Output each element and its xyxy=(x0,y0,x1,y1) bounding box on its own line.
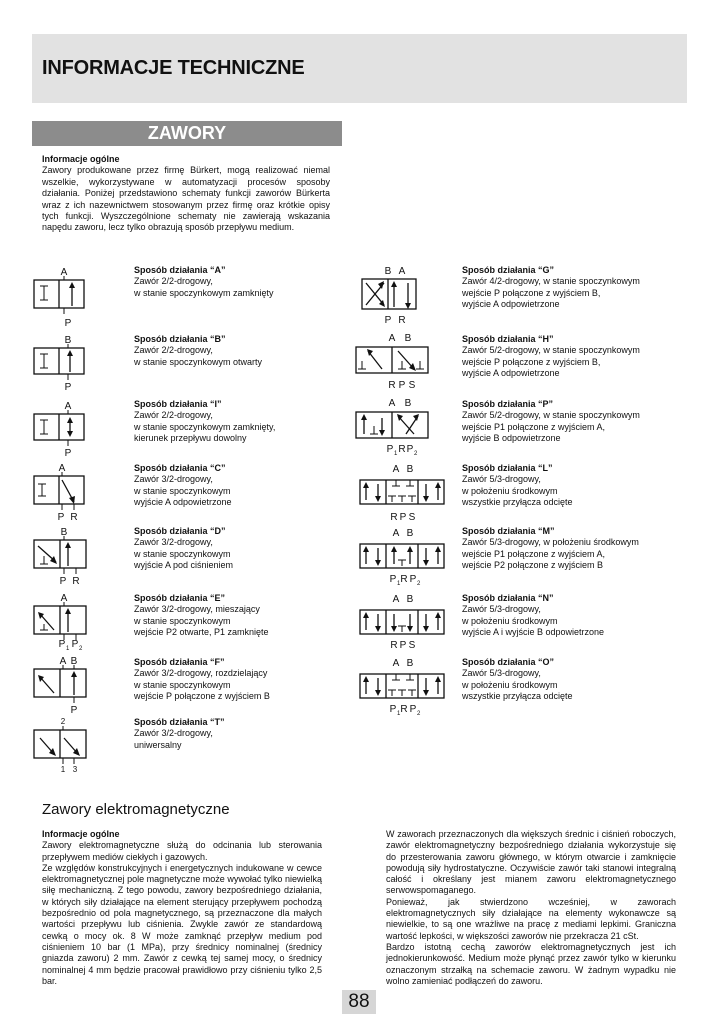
valve-symbol-h xyxy=(352,331,436,391)
svg-text:1: 1 xyxy=(394,451,398,457)
svg-text:S: S xyxy=(408,640,416,651)
function-line: Zawór 5/3-drogowy, xyxy=(462,668,541,679)
function-line: wyjście B odpowietrzone xyxy=(462,433,561,444)
svg-text:B: B xyxy=(70,656,78,667)
svg-text:R: R xyxy=(72,576,80,587)
svg-text:2: 2 xyxy=(417,711,421,717)
svg-text:A: A xyxy=(388,398,396,409)
svg-text:A: A xyxy=(398,266,406,277)
function-line: wejście P1 połączone z wyjściem A, xyxy=(462,421,606,432)
svg-text:P: P xyxy=(406,444,414,455)
function-line: Zawór 3/2-drogowy, xyxy=(134,474,213,485)
function-e xyxy=(134,593,364,639)
function-p xyxy=(462,399,692,445)
function-line: wejście P połączone z wyjściem B, xyxy=(462,287,601,298)
svg-text:B: B xyxy=(406,464,414,475)
function-line: Zawór 4/2-drogowy, w stanie spoczynkowym xyxy=(462,276,640,287)
function-line: wyjście A odpowietrzone xyxy=(462,368,560,379)
function-c xyxy=(134,463,364,509)
paragraph: Ze względów konstrukcyjnych i energetycznych indukowane w cewce elektromagnetycznej pole magnetyczne może wywołać tylko niewielką siłę mechaniczną. Z tego powodu, zawory bezpośredniego działania, w których siły działające na element sterujący przepływem pochodzą bezpośrednio od pola magnetycznego, są przeznaczone dla małych wartości przepływu lub ciśnienia. Zwykle zawór ze standardową cewką o mocy ok. 8 W może zamknąć przepływ medium pod ciśnieniem 10 bar (1 MPa), przy średnicy nominalnej (średnicy gniazda zaworu) 2 mm. Zawór z cewką tej samej mocy, o średnicy nominalnej 4 mm będzie pracował prawidłowo przy ciśnieniu tylko 2,5 bar. xyxy=(42,862,322,986)
svg-text:B: B xyxy=(384,266,392,277)
function-line: wszystkie przyłącza odcięte xyxy=(462,497,573,508)
valve-symbol-m xyxy=(356,526,452,588)
valve-symbol-b xyxy=(30,334,90,392)
function-line: w stanie spoczynkowym zamknięty, xyxy=(134,421,276,432)
svg-text:2: 2 xyxy=(79,646,83,652)
svg-text:3: 3 xyxy=(72,765,78,774)
function-line: w stanie spoczynkowym xyxy=(134,485,231,496)
svg-text:A: A xyxy=(388,333,396,344)
svg-text:B: B xyxy=(60,527,68,538)
function-line: Zawór 2/2-drogowy, xyxy=(134,276,213,287)
function-line: w stanie spoczynkowym xyxy=(134,615,231,626)
function-line: wejście P połączone z wyjściem B xyxy=(134,691,270,702)
valve-symbol-i xyxy=(30,400,90,458)
svg-text:2: 2 xyxy=(60,717,66,726)
page-number: 88 xyxy=(342,990,376,1014)
function-title: Sposób działania “M” xyxy=(462,526,555,536)
svg-text:R: R xyxy=(390,640,398,651)
svg-text:P: P xyxy=(399,512,407,523)
svg-text:P: P xyxy=(64,382,72,393)
function-line: Zawór 5/3-drogowy, xyxy=(462,604,541,615)
svg-text:S: S xyxy=(408,512,416,523)
svg-text:A: A xyxy=(392,464,400,475)
function-line: Zawór 5/2-drogowy, w stanie spoczynkowym xyxy=(462,345,640,356)
svg-text:B: B xyxy=(406,658,414,669)
function-g xyxy=(462,265,692,311)
function-line: wyjście A i wyjście B odpowietrzone xyxy=(462,627,605,638)
function-line: Zawór 3/2-drogowy, xyxy=(134,728,213,739)
function-line: wejście P połączone z wyjściem B, xyxy=(462,356,601,367)
function-title: Sposób działania “O” xyxy=(462,657,555,667)
svg-text:A: A xyxy=(392,528,400,539)
svg-text:A: A xyxy=(392,658,400,669)
function-title: Sposób działania “D” xyxy=(134,526,226,536)
function-line: w położeniu środkowym xyxy=(462,679,558,690)
paragraph: W zaworach przeznaczonych dla większych średnic i ciśnień roboczych, zawór elektromagnetyczny bezpośredniego działania wykorzystuje się do przesterowania zaworu głównego, w którym otwarcie i zamknięcie powodują siły hydrostatyczne. Oczywiście zawór taki stanowi integralną całość i określany jest mianem zaworu elektromagnetycznego serwowspomaganego. xyxy=(386,829,676,896)
function-title: Sposób działania “C” xyxy=(134,463,226,473)
section-title: ZAWORY xyxy=(32,121,342,146)
svg-text:P: P xyxy=(59,576,67,587)
function-line: w położeniu środkowym xyxy=(462,615,558,626)
svg-text:P: P xyxy=(70,705,78,716)
function-line: wejście P2 połączone z wyjściem B xyxy=(462,560,604,571)
svg-text:1: 1 xyxy=(66,646,70,652)
svg-text:R: R xyxy=(388,380,396,391)
svg-text:P: P xyxy=(58,639,66,650)
function-b xyxy=(134,334,364,368)
valve-symbol-o xyxy=(356,656,452,718)
function-line: w stanie spoczynkowym xyxy=(134,548,231,559)
function-n xyxy=(462,593,692,639)
function-title: Sposób działania “N” xyxy=(462,593,554,603)
function-line: wyjście A pod ciśnieniem xyxy=(134,560,234,571)
valve-symbol-p xyxy=(352,396,436,458)
svg-text:P: P xyxy=(64,448,72,459)
valve-symbol-n xyxy=(356,592,452,652)
function-i xyxy=(134,399,364,445)
svg-text:P: P xyxy=(409,704,417,715)
svg-text:B: B xyxy=(64,335,72,346)
function-d xyxy=(134,526,364,572)
svg-text:P: P xyxy=(389,574,397,585)
function-line: Zawór 3/2-drogowy, mieszający xyxy=(134,604,260,615)
svg-text:P: P xyxy=(399,640,407,651)
svg-text:A: A xyxy=(60,593,68,604)
function-m xyxy=(462,526,692,572)
valve-symbol-l xyxy=(356,462,452,524)
function-line: Zawór 5/3-drogowy, xyxy=(462,474,541,485)
intro-text: Zawory produkowane przez firmę Bürkert, mogą realizować niemal wszelkie, wykorzystywane w automatyzacji procesów sposoby działania. Poniżej przedstawiono schematy funkcji zaworów Bürkerta wraz z ich nazewnictwem stosowanym przez firmę oraz krótkie opisy tych funkcji. Wyszczególnione schematy nie zawierają wskazania napędu zaworu, lecz tylko obrazują sposób przepływu medium. xyxy=(42,165,330,233)
valve-symbol-g xyxy=(358,265,424,327)
svg-text:P: P xyxy=(389,704,397,715)
svg-text:1: 1 xyxy=(60,765,66,774)
function-title: Sposób działania “I” xyxy=(134,399,222,409)
svg-text:A: A xyxy=(64,401,72,412)
svg-text:R: R xyxy=(400,574,408,585)
svg-text:B: B xyxy=(404,333,412,344)
intro-heading: Informacje ogólne xyxy=(42,154,120,164)
svg-text:P: P xyxy=(384,315,392,326)
svg-text:1: 1 xyxy=(397,711,401,717)
function-title: Sposób działania “T” xyxy=(134,717,225,727)
svg-text:P: P xyxy=(71,639,79,650)
valve-symbol-a xyxy=(30,266,90,328)
function-line: wszystkie przyłącza odcięte xyxy=(462,691,573,702)
paragraph: Zawory elektromagnetyczne służą do odcinania lub sterowania przepływem mediów ciekłych i gazowych. xyxy=(42,840,322,862)
function-l xyxy=(462,463,692,509)
function-o xyxy=(462,657,692,703)
function-title: Sposób działania “B” xyxy=(134,334,226,344)
svg-text:R: R xyxy=(70,512,78,523)
intro-block xyxy=(42,154,330,234)
function-line: Zawór 5/3-drogowy, w położeniu środkowym xyxy=(462,537,639,548)
solenoid-right-column xyxy=(386,829,676,987)
function-f xyxy=(134,657,364,703)
function-line: Zawór 2/2-drogowy, xyxy=(134,345,213,356)
function-t xyxy=(134,717,364,751)
svg-text:2: 2 xyxy=(417,581,421,587)
svg-text:P: P xyxy=(57,512,65,523)
svg-text:P: P xyxy=(398,380,406,391)
svg-text:R: R xyxy=(390,512,398,523)
function-title: Sposób działania “G” xyxy=(462,265,555,275)
function-line: uniwersalny xyxy=(134,739,182,750)
svg-text:B: B xyxy=(406,528,414,539)
valve-symbol-f xyxy=(30,655,92,715)
function-title: Sposób działania “E” xyxy=(134,593,226,603)
svg-text:P: P xyxy=(409,574,417,585)
svg-text:R: R xyxy=(398,444,406,455)
function-line: w stanie spoczynkowym otwarty xyxy=(134,356,263,367)
svg-text:2: 2 xyxy=(414,451,418,457)
svg-text:A: A xyxy=(392,594,400,605)
svg-text:A: A xyxy=(58,463,66,474)
function-title: Sposób działania “P” xyxy=(462,399,554,409)
function-line: Zawór 3/2-drogowy, rozdzielający xyxy=(134,668,268,679)
port-label: P xyxy=(64,318,72,329)
function-title: Sposób działania “L” xyxy=(462,463,553,473)
solenoid-left-column xyxy=(42,829,322,987)
function-h xyxy=(462,334,692,380)
function-line: wejście P1 połączone z wyjściem A, xyxy=(462,548,606,559)
function-a xyxy=(134,265,364,299)
function-line: wejście P2 otwarte, P1 zamknięte xyxy=(134,627,269,638)
function-line: w położeniu środkowym xyxy=(462,485,558,496)
paragraph: Bardzo istotną cechą zaworów elektromagnetycznych jest ich jednokierunkowość. Medium może płynąć przez zawór tylko w kierunku oznaczonym strzałką na schemacie zaworu. W żadnym wypadku nie wolno zamieniać podłączeń do zaworu. xyxy=(386,941,676,986)
function-title: Sposób działania “F” xyxy=(134,657,225,667)
function-line: Zawór 3/2-drogowy, xyxy=(134,537,213,548)
function-line: wyjście A odpowietrzone xyxy=(134,497,232,508)
function-line: kierunek przepływu dowolny xyxy=(134,433,247,444)
paragraph: Ponieważ, jak stwierdzono wcześniej, w zaworach elektromagnetycznych siły działające na elementy wykonawcze są niewielkie, to są one wrażliwe na pracę z mediami lepkimi. Graniczna wartość lepkości, w większości zaworów nie przekracza 21 cSt. xyxy=(386,896,676,941)
valve-symbol-e xyxy=(30,592,92,652)
function-title: Sposób działania “H” xyxy=(462,334,554,344)
function-line: Zawór 5/2-drogowy, w stanie spoczynkowym xyxy=(462,410,640,421)
solenoid-heading: Informacje ogólne xyxy=(42,829,120,839)
valve-symbol-c xyxy=(30,462,90,522)
svg-text:R: R xyxy=(398,315,406,326)
page-title: INFORMACJE TECHNICZNE xyxy=(42,57,305,79)
function-line: w stanie spoczynkowym xyxy=(134,679,231,690)
svg-text:A: A xyxy=(59,656,67,667)
svg-text:S: S xyxy=(408,380,416,391)
function-line: w stanie spoczynkowym zamknięty xyxy=(134,287,274,298)
valve-symbol-d xyxy=(30,526,92,586)
svg-text:P: P xyxy=(386,444,394,455)
svg-text:B: B xyxy=(404,398,412,409)
port-label: A xyxy=(60,267,68,278)
svg-text:1: 1 xyxy=(397,581,401,587)
svg-text:B: B xyxy=(406,594,414,605)
function-line: wyjście A odpowietrzone xyxy=(462,299,560,310)
valve-symbol-t xyxy=(30,716,92,774)
function-title: Sposób działania “A” xyxy=(134,265,226,275)
solenoid-section-title: Zawory elektromagnetyczne xyxy=(42,801,230,818)
function-line: Zawór 2/2-drogowy, xyxy=(134,410,213,421)
svg-text:R: R xyxy=(400,704,408,715)
